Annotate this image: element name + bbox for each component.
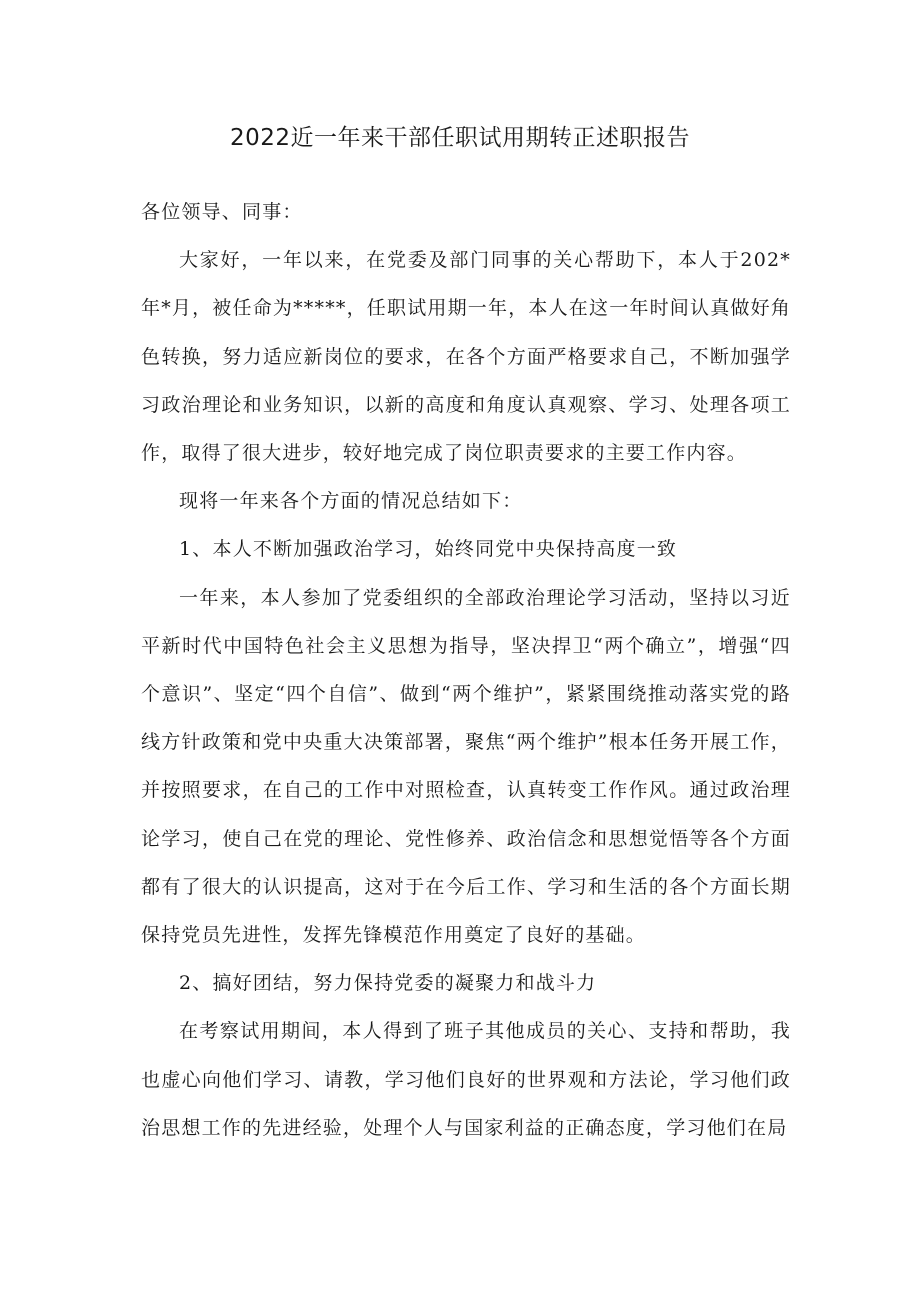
section-heading-1: 1、本人不断加强政治学习，始终同党中央保持高度一致 (179, 538, 678, 561)
salutation: 各位领导、同事： (141, 201, 303, 223)
document-title: 2022近一年来干部任职试用期转正述职报告 (229, 125, 691, 151)
section-1-paragraph: 一年来，本人参加了党委组织的全部政治理论学习活动，坚持以习近平新时代中国特色社会主义思想为指导，坚决捍卫“两个确立”，增强“四个意识”、坚定“四个自信”、做到“两个维护”，紧紧围绕推动落实党的路线方针政策和党中央重大决策部署，聚焦“两个维护”根本任务开展工作，并按照要求，在自己的工作中对照检查，认真转变工作作风。通过政治理论学习，使自己在党的理论、党性修养、政治信念和思想觉悟等各个方面都有了很大的认识提高，这对于在今后工作、学习和生活的各个方面长期保持党员先进性，发挥先锋模范作用奠定了良好的基础。 (141, 586, 791, 947)
intro-paragraph: 大家好，一年以来，在党委及部门同事的关心帮助下，本人于202*年*月，被任命为*****，任职试用期一年，本人在这一年时间认真做好角色转换，努力适应新岗位的要求，在各个方面严格要求自己，不断加强学习政治理论和业务知识，以新的高度和角度认真观察、学习、处理各项工作，取得了很大进步，较好地完成了岗位职责要求的主要工作内容。 (141, 249, 792, 465)
summary-lead-paragraph: 现将一年来各个方面的情况总结如下： (179, 490, 523, 513)
document-body (141, 188, 791, 1152)
section-heading-2: 2、搞好团结，努力保持党委的凝聚力和战斗力 (179, 972, 597, 995)
section-2-paragraph: 在考察试用期间，本人得到了班子其他成员的关心、支持和帮助，我也虚心向他们学习、请教，学习他们良好的世界观和方法论，学习他们政治思想工作的先进经验，处理个人与国家利益的正确态度，学习他们在局 (141, 1020, 791, 1139)
